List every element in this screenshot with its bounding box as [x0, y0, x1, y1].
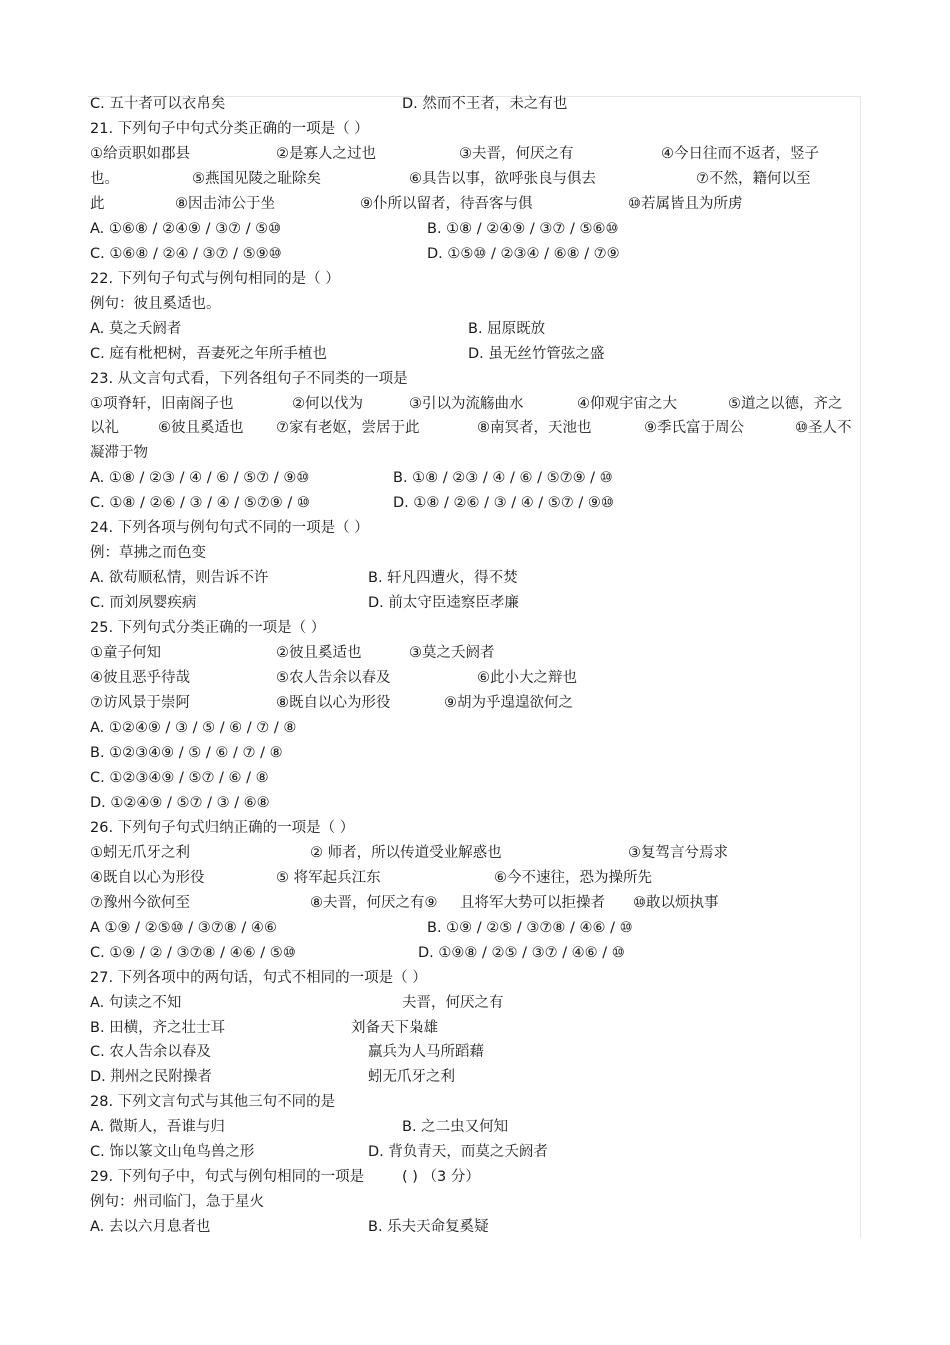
text-segment: B. 轩凡四遭火，得不焚: [368, 570, 518, 587]
text-segment: A ①⑨ / ②⑤⑩ / ③⑦⑧ / ④⑥: [90, 919, 277, 936]
text-segment: B. ①⑧ / ②④⑨ / ③⑦ / ⑤⑥⑩: [427, 220, 619, 237]
text-line: [0, 1042, 950, 1067]
text-segment: ③引以为流觞曲水: [409, 395, 524, 412]
text-segment: A. ①②④⑨ / ③ / ⑤ / ⑥ / ⑦ / ⑧: [90, 720, 297, 736]
text-line: [0, 1167, 950, 1192]
text-line: [0, 94, 950, 119]
text-line: [0, 194, 950, 219]
text-segment: D. 虽无丝竹管弦之盛: [468, 345, 605, 362]
text-segment: A. 微斯人，吾谁与归: [90, 1119, 225, 1136]
text-segment: D. 荆州之民附操者: [90, 1069, 212, 1086]
text-line: [0, 319, 950, 344]
text-segment: A. 欲苟顺私情，则告诉不许: [90, 570, 269, 587]
text-segment: C. 饰以篆文山龟鸟兽之形: [90, 1144, 255, 1161]
text-line: [0, 294, 950, 319]
text-segment: B. 屈原既放: [468, 320, 546, 337]
text-segment: B. ①②③④⑨ / ⑤ / ⑥ / ⑦ / ⑧: [90, 744, 283, 761]
text-segment: ⑩圣人不: [795, 420, 852, 437]
text-line: [0, 918, 950, 943]
text-segment: ⑧既自以心为形役: [276, 695, 391, 712]
text-line: [0, 1192, 950, 1217]
text-segment: A. ①⑥⑧ / ②④⑨ / ③⑦ / ⑤⑩: [90, 220, 282, 237]
text-segment: A. 去以六月息者也: [90, 1219, 211, 1236]
text-segment: ①给贡职如郡县: [90, 145, 190, 162]
text-segment: D. 然而不王者，未之有也: [402, 96, 568, 112]
text-line: [0, 1018, 950, 1043]
text-segment: D. 前太守臣逵察臣孝廉: [368, 595, 519, 612]
text-segment: ⑥彼且奚适也: [158, 420, 244, 437]
text-line: [0, 668, 950, 693]
text-line: [0, 443, 950, 468]
text-segment: ②彼且奚适也: [276, 645, 362, 662]
text-segment: ①蚓无爪牙之利: [90, 844, 190, 861]
text-segment: ⑨季氏富于周公: [644, 420, 744, 437]
text-line: [0, 643, 950, 668]
text-segment: 例：草拂之而色变: [90, 545, 206, 562]
text-segment: 羸兵为人马所蹈藉: [368, 1044, 484, 1061]
text-segment: ⑥今不速往，恐为操所先: [494, 869, 652, 886]
text-line: [0, 518, 950, 543]
text-segment: ④仰观宇宙之大: [577, 395, 677, 412]
text-segment: ⑦访风景于崇阿: [90, 695, 190, 712]
text-line: [0, 169, 950, 194]
text-line: [0, 219, 950, 244]
text-segment: C. ①②③④⑨ / ⑤⑦ / ⑥ / ⑧: [90, 769, 269, 786]
text-segment: ③夫晋，何厌之有: [459, 145, 574, 162]
text-segment: ③复驾言兮焉求: [628, 844, 728, 861]
text-segment: D. ①⑤⑩ / ②③④ / ⑥⑧ / ⑦⑨: [427, 245, 620, 262]
text-segment: ② 师者，所以传道受业解惑也: [310, 844, 502, 861]
text-line: [0, 943, 950, 968]
text-segment: ⑨胡为乎遑遑欲何之: [444, 695, 573, 712]
text-line: [0, 394, 950, 419]
text-segment: ⑥具告以事，欲呼张良与俱去: [409, 170, 596, 187]
text-segment: ⑤ 将军起兵江东: [276, 869, 381, 886]
text-segment: ⑧南冥者，天池也: [477, 420, 592, 437]
text-segment: ④今日往而不返者，竖子: [661, 145, 819, 162]
text-line: [0, 344, 950, 369]
text-line: [0, 818, 950, 843]
text-segment: 21. 下列句子中句式分类正确的一项是（ ）: [90, 120, 369, 137]
text-segment: C. ①⑥⑧ / ②④ / ③⑦ / ⑤⑨⑩: [90, 245, 282, 262]
text-segment: 24. 下列各项与例句句式不同的一项是（ ）: [90, 520, 369, 537]
text-segment: ②何以伐为: [292, 395, 363, 412]
text-segment: ⑦家有老妪，尝居于此: [276, 420, 420, 437]
text-segment: ⑤农人告余以春及: [276, 670, 391, 687]
text-segment: C. ①⑨ / ② / ③⑦⑧ / ④⑥ / ⑤⑩: [90, 944, 296, 961]
text-segment: 22. 下列句子句式与例句相同的是（ ）: [90, 270, 340, 287]
text-segment: ③莫之夭阏者: [409, 645, 495, 662]
text-line: [0, 843, 950, 868]
text-segment: ⑤燕国见陵之耻除矣: [192, 170, 321, 187]
text-segment: ⑦豫州今欲何至: [90, 894, 190, 911]
text-segment: ⑩敢以烦执事: [633, 894, 719, 911]
text-line: [0, 893, 950, 918]
text-line: [0, 144, 950, 169]
text-line: [0, 369, 950, 394]
text-segment: A. ①⑧ / ②③ / ④ / ⑥ / ⑤⑦ / ⑨⑩: [90, 470, 310, 487]
text-segment: ①童子何知: [90, 645, 161, 662]
text-segment: ⑨仆所以留者，待吾客与俱: [360, 195, 533, 212]
text-segment: C. 农人告余以春及: [90, 1044, 211, 1061]
text-segment: ②是寡人之过也: [276, 145, 376, 162]
text-segment: 夫晋，何厌之有: [402, 994, 504, 1011]
text-line: [0, 468, 950, 493]
text-line: [0, 119, 950, 144]
text-segment: C. ①⑧ / ②⑥ / ③ / ④ / ⑤⑦⑨ / ⑩: [90, 495, 310, 512]
text-line: [0, 1092, 950, 1117]
text-segment: 27. 下列各项中的两句话，句式不相同的一项是（ ）: [90, 969, 427, 986]
text-line: [0, 593, 950, 618]
text-segment: ⑦不然，籍何以至: [696, 170, 811, 187]
text-line: [0, 693, 950, 718]
text-segment: 25. 下列句式分类正确的一项是（ ）: [90, 620, 326, 637]
text-segment: B. ①⑧ / ②③ / ④ / ⑥ / ⑤⑦⑨ / ⑩: [393, 470, 613, 487]
text-line: [0, 269, 950, 294]
text-segment: 此: [90, 195, 105, 212]
text-segment: 以礼: [90, 420, 119, 437]
text-segment: ①项脊轩，旧南阁子也: [90, 395, 234, 412]
text-segment: B. 乐夫天命复奚疑: [368, 1219, 489, 1236]
text-segment: 29. 下列句子中，句式与例句相同的一项是: [90, 1169, 365, 1186]
text-line: [0, 493, 950, 518]
text-segment: ④既自以心为形役: [90, 869, 205, 886]
text-line: [0, 1142, 950, 1167]
text-line: [0, 543, 950, 568]
text-line: [0, 743, 950, 768]
text-segment: D. 背负青天，而莫之夭阏者: [368, 1144, 548, 1161]
text-segment: ⑧因击沛公于坐: [175, 195, 275, 212]
text-segment: D. ①⑨⑧ / ②⑤ / ③⑦ / ④⑥ / ⑩: [418, 944, 625, 961]
text-segment: 例句：州司临门，急于星火: [90, 1194, 264, 1211]
text-segment: ⑩若属皆且为所虏: [628, 195, 743, 212]
text-line: [0, 768, 950, 793]
text-segment: A. 莫之夭阏者: [90, 320, 182, 337]
text-segment: B. 田横，齐之壮士耳: [90, 1019, 226, 1036]
text-segment: ⑤道之以德，齐之: [728, 395, 843, 412]
text-segment: 蚓无爪牙之利: [368, 1069, 455, 1086]
text-segment: ( ) （3 分）: [402, 1169, 480, 1186]
text-segment: ⑥此小大之辩也: [477, 670, 577, 687]
text-line: [0, 993, 950, 1018]
text-line: [0, 968, 950, 993]
text-segment: C. 庭有枇杷树，吾妻死之年所手植也: [90, 345, 327, 362]
text-line: [0, 718, 950, 743]
text-line: [0, 1217, 950, 1242]
text-segment: ④彼且恶乎待哉: [90, 670, 190, 687]
text-segment: 28. 下列文言句式与其他三句不同的是: [90, 1094, 336, 1111]
text-segment: D. ①⑧ / ②⑥ / ③ / ④ / ⑤⑦ / ⑨⑩: [393, 495, 614, 512]
text-segment: 也。: [90, 170, 119, 187]
text-line: [0, 618, 950, 643]
text-line: [0, 868, 950, 893]
text-line: [0, 1067, 950, 1092]
text-segment: 例句：彼且奚适也。: [90, 295, 221, 312]
text-line: [0, 793, 950, 818]
text-segment: D. ①②④⑨ / ⑤⑦ / ③ / ⑥⑧: [90, 794, 270, 811]
text-segment: 凝滞于物: [90, 445, 148, 462]
text-segment: C. 五十者可以衣帛矣: [90, 96, 226, 112]
text-line: [0, 418, 950, 443]
text-line: [0, 1117, 950, 1142]
text-segment: B. 之二虫又何知: [402, 1119, 509, 1136]
text-segment: C. 而刘夙婴疾病: [90, 595, 197, 612]
text-line: [0, 568, 950, 593]
text-line: [0, 244, 950, 269]
text-segment: 26. 下列句子句式归纳正确的一项是（ ）: [90, 819, 355, 836]
text-segment: 刘备天下枭雄: [351, 1019, 438, 1036]
text-segment: A. 句读之不知: [90, 994, 182, 1011]
text-segment: 23. 从文言句式看，下列各组句子不同类的一项是: [90, 370, 408, 387]
text-segment: B. ①⑨ / ②⑤ / ③⑦⑧ / ④⑥ / ⑩: [427, 919, 633, 936]
text-segment: ⑧夫晋，何厌之有⑨: [310, 894, 438, 911]
text-segment: 且将军大势可以拒操者: [460, 894, 605, 911]
